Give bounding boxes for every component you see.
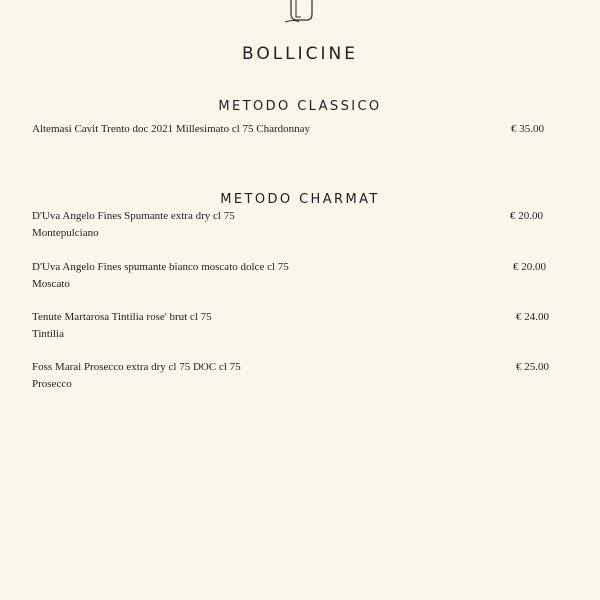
wine-price: € 35.00 xyxy=(511,123,544,135)
wine-name: Foss Marai Prosecco extra dry cl 75 DOC cl 75 xyxy=(32,361,241,373)
wine-grape: Prosecco xyxy=(32,378,72,390)
wine-glass-logo-icon xyxy=(279,0,325,26)
wine-item xyxy=(32,208,562,242)
wine-item xyxy=(32,121,562,138)
wine-grape: Tintilia xyxy=(32,328,64,340)
wine-item xyxy=(32,259,562,293)
wine-name: D'Uva Angelo Fines spumante bianco moscato dolce cl 75 xyxy=(32,261,289,273)
wine-price: € 20.00 xyxy=(510,210,543,222)
wine-name: D'Uva Angelo Fines Spumante extra dry cl 75 xyxy=(32,210,235,222)
wine-grape: Moscato xyxy=(32,278,70,290)
wine-name: Altemasi Cavit Trento doc 2021 Millesimato cl 75 Chardonnay xyxy=(32,123,311,135)
page-title: BOLLICINE xyxy=(241,44,359,64)
wine-price: € 24.00 xyxy=(516,311,549,323)
wine-item xyxy=(32,359,562,393)
section-heading-metodo-charmat: METODO CHARMAT xyxy=(220,192,380,207)
wine-item xyxy=(32,309,562,343)
wine-price: € 20.00 xyxy=(513,261,546,273)
wine-name: Tenute Martarosa Tintilia rose' brut cl 75 xyxy=(32,311,212,323)
section-heading-metodo-classico: METODO CLASSICO xyxy=(218,99,382,114)
wine-price: € 25.00 xyxy=(516,361,549,373)
wine-grape: Montepulciano xyxy=(32,227,99,239)
